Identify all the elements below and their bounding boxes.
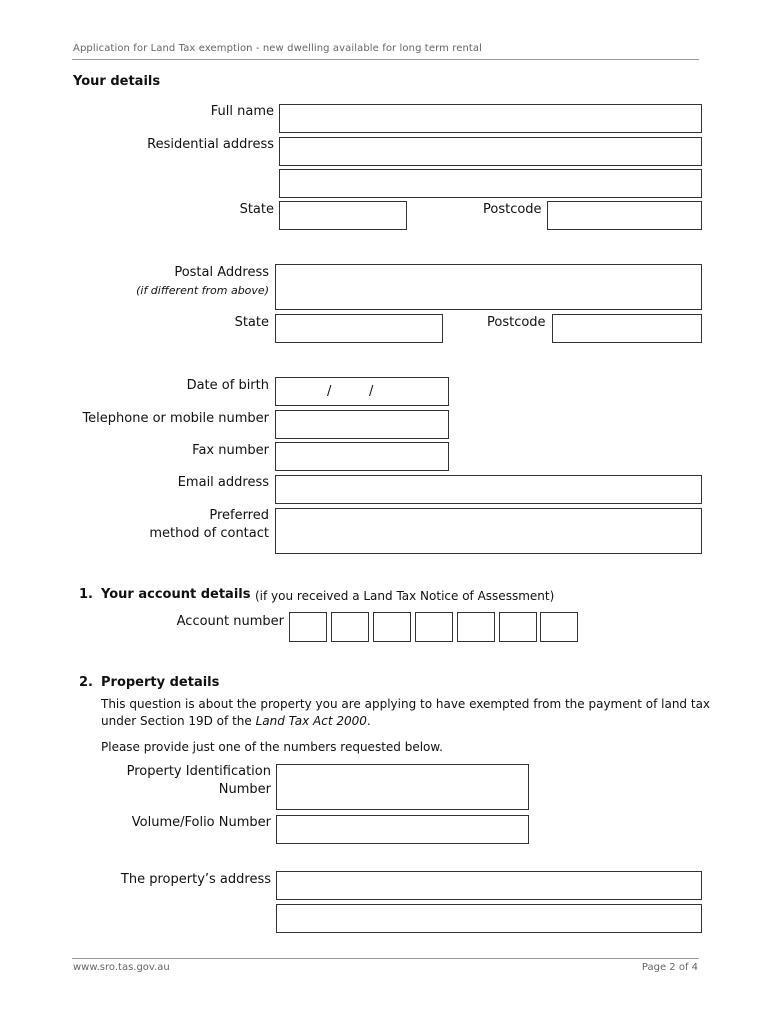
property-address-label: The property’s address	[120, 872, 271, 887]
date-of-birth-label: Date of birth	[186, 378, 269, 393]
property-id-number-field[interactable]	[276, 764, 529, 810]
postal-address-label: Postal Address	[174, 265, 269, 280]
residential-address-field-line2[interactable]	[279, 169, 702, 198]
section1-note: (if you received a Land Tax Notice of Assessment)	[255, 589, 555, 603]
section2-instruction: Please provide just one of the numbers requested below.	[101, 740, 443, 754]
postal-address-field[interactable]	[275, 264, 702, 310]
fax-field[interactable]	[275, 442, 449, 471]
full-name-label: Full name	[210, 104, 274, 119]
preferred-contact-label-line1: Preferred	[209, 508, 269, 523]
section2-paragraph-line2: under Section 19D of the Land Tax Act 2000.	[101, 714, 371, 728]
section1-title: Your account details	[101, 587, 251, 602]
act-name: Land Tax Act 2000	[255, 714, 367, 728]
dob-slash-2: /	[369, 384, 374, 399]
postal-state-label: State	[234, 315, 269, 330]
telephone-field[interactable]	[275, 410, 449, 439]
volume-folio-label: Volume/Folio Number	[131, 815, 271, 830]
full-name-field[interactable]	[279, 104, 702, 133]
account-number-digit-4[interactable]	[415, 612, 453, 642]
section1-number: 1.	[79, 587, 93, 602]
state-field[interactable]	[279, 201, 407, 230]
account-number-digit-5[interactable]	[457, 612, 495, 642]
document-header-title: Application for Land Tax exemption - new dwelling available for long term rental	[73, 43, 483, 54]
section2-number: 2.	[79, 675, 93, 690]
footer-rule	[72, 958, 699, 959]
property-address-field-line2[interactable]	[276, 904, 702, 933]
postal-postcode-label: Postcode	[487, 315, 546, 330]
account-number-digit-3[interactable]	[373, 612, 411, 642]
section2-title: Property details	[101, 675, 220, 690]
postal-address-note: (if different from above)	[136, 284, 269, 297]
residential-address-field-line1[interactable]	[279, 137, 702, 166]
account-number-label: Account number	[176, 614, 284, 629]
header-rule	[72, 59, 699, 60]
footer-website-link[interactable]: www.sro.tas.gov.au	[73, 962, 170, 973]
preferred-contact-label-line2: method of contact	[149, 526, 269, 541]
fax-label: Fax number	[192, 443, 269, 458]
email-label: Email address	[177, 475, 269, 490]
postcode-label: Postcode	[483, 202, 542, 217]
state-label: State	[239, 202, 274, 217]
postcode-field[interactable]	[547, 201, 702, 230]
postal-postcode-field[interactable]	[552, 314, 702, 343]
pin-label-line1: Property Identification	[126, 764, 271, 779]
preferred-contact-field[interactable]	[275, 508, 702, 554]
property-address-field-line1[interactable]	[276, 871, 702, 900]
pin-label-line2: Number	[218, 782, 271, 797]
telephone-label: Telephone or mobile number	[82, 411, 269, 426]
your-details-heading: Your details	[73, 74, 161, 89]
account-number-digit-7[interactable]	[540, 612, 578, 642]
footer-page-number: Page 2 of 4	[641, 962, 698, 973]
account-number-digit-6[interactable]	[499, 612, 537, 642]
account-number-digit-2[interactable]	[331, 612, 369, 642]
postal-state-field[interactable]	[275, 314, 443, 343]
section2-paragraph-line1: This question is about the property you are applying to have exempted from the payment of land tax	[101, 697, 711, 711]
residential-address-label: Residential address	[147, 137, 274, 152]
volume-folio-field[interactable]	[276, 815, 529, 844]
account-number-digit-1[interactable]	[289, 612, 327, 642]
date-of-birth-field[interactable]	[275, 377, 449, 406]
email-field[interactable]	[275, 475, 702, 504]
dob-slash-1: /	[327, 384, 332, 399]
